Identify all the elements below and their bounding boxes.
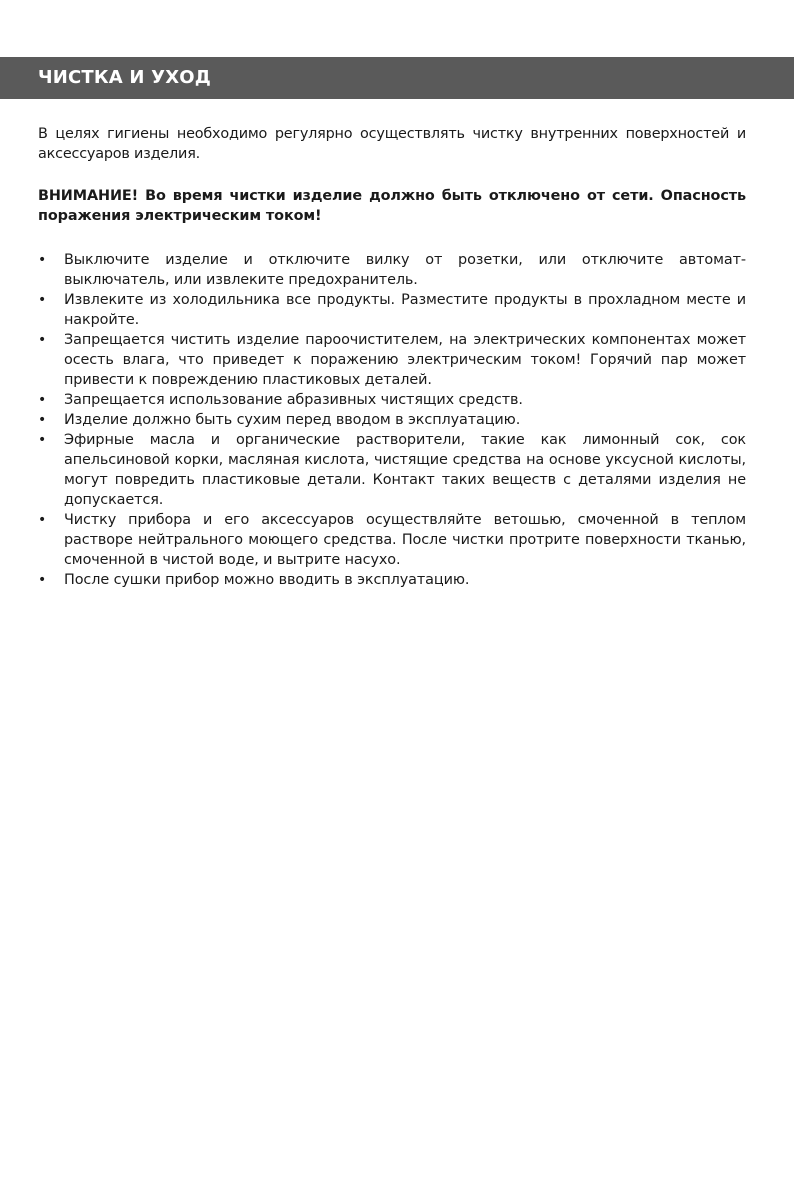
list-item xyxy=(38,250,746,290)
bullet-icon: • xyxy=(38,572,47,588)
intro-paragraph: В целях гигиены необходимо регулярно осуществлять чистку внутренних поверхностей и аксессуаров изделия. xyxy=(38,126,746,162)
list-item xyxy=(38,390,746,410)
bullet-icon: • xyxy=(38,392,47,408)
bullet-icon: • xyxy=(38,432,47,448)
list-item-text: Чистку прибора и его аксессуаров осуществляйте ветошью, смоченной в теплом растворе нейтрального моющего средства. После чистки протрите поверхности тканью, смоченной в чистой воде, и вытрите насухо. xyxy=(64,512,746,568)
section-header xyxy=(0,57,794,99)
list-item-text: Извлеките из холодильника все продукты. Разместите продукты в прохладном месте и накройте. xyxy=(64,292,746,328)
bullet-icon: • xyxy=(38,512,47,528)
list-item-text: Изделие должно быть сухим перед вводом в эксплуатацию. xyxy=(64,412,521,428)
instruction-list xyxy=(38,250,746,590)
list-item xyxy=(38,570,746,590)
bullet-icon: • xyxy=(38,332,47,348)
section-title: ЧИСТКА И УХОД xyxy=(38,67,212,88)
list-item xyxy=(38,430,746,510)
bullet-icon: • xyxy=(38,252,47,268)
bullet-icon: • xyxy=(38,412,47,428)
list-item xyxy=(38,330,746,390)
list-item-text: Запрещается использование абразивных чистящих средств. xyxy=(64,392,523,408)
list-item-text: Эфирные масла и органические растворители, такие как лимонный сок, сок апельсиновой корки, масляная кислота, чистящие средства на основе уксусной кислоты, могут повредить пластиковые детали. Контакт таких веществ с деталями изделия не допускается. xyxy=(64,432,746,508)
section-content xyxy=(38,124,746,590)
list-item xyxy=(38,290,746,330)
list-item-text: Запрещается чистить изделие пароочистителем, на электрических компонентах может осесть влага, что приведет к поражению электрическим током! Горячий пар может привести к повреждению пластиковых деталей. xyxy=(64,332,746,388)
list-item xyxy=(38,510,746,570)
warning-paragraph: ВНИМАНИЕ! Во время чистки изделие должно быть отключено от сети. Опасность поражения электрическим током! xyxy=(38,188,746,224)
list-item-text: Выключите изделие и отключите вилку от розетки, или отключите автомат-выключатель, или извлеките предохранитель. xyxy=(64,252,746,288)
bullet-icon: • xyxy=(38,292,47,308)
list-item xyxy=(38,410,746,430)
list-item-text: После сушки прибор можно вводить в эксплуатацию. xyxy=(64,572,470,588)
